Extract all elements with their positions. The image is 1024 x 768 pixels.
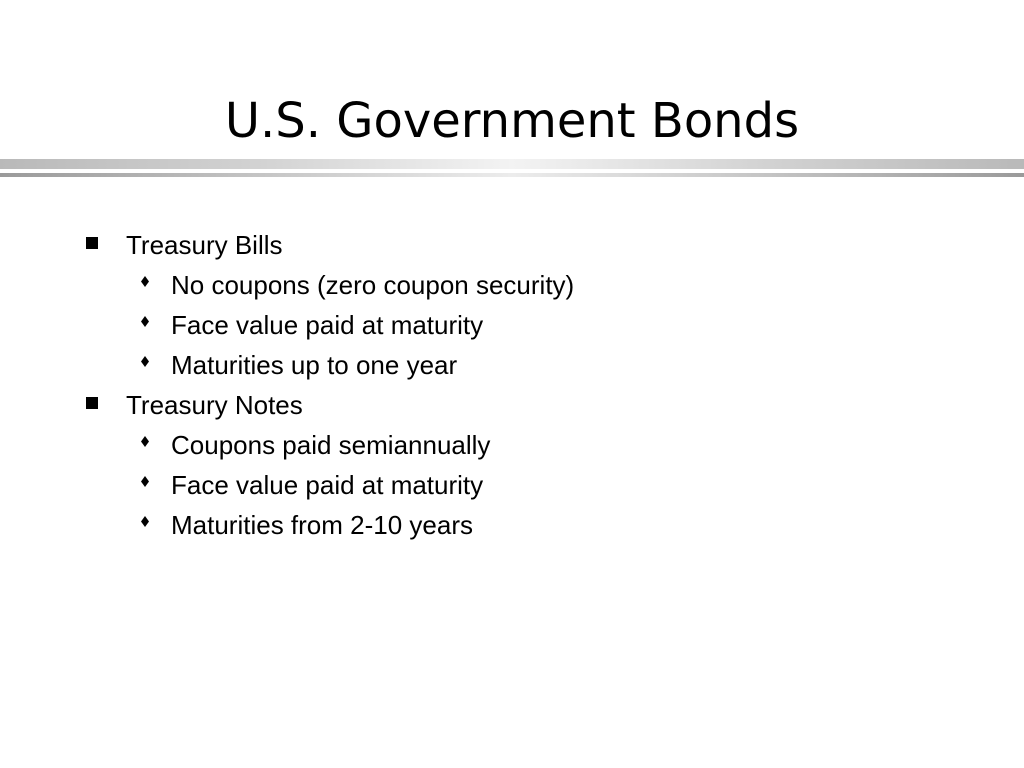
sub-bullet-item bbox=[0, 505, 1024, 545]
sub-bullet-text: Maturities up to one year bbox=[171, 350, 458, 380]
bullet-item-treasury-bills bbox=[0, 225, 1024, 265]
sub-bullet-item bbox=[0, 305, 1024, 345]
diamond-bullet-icon bbox=[141, 436, 149, 447]
diamond-bullet-icon bbox=[141, 356, 149, 367]
diamond-bullet-icon bbox=[141, 476, 149, 487]
diamond-bullet-icon bbox=[141, 316, 149, 327]
square-bullet-icon bbox=[86, 397, 98, 409]
diamond-bullet-icon bbox=[141, 276, 149, 287]
bullet-list bbox=[0, 225, 1024, 545]
bullet-item-treasury-notes bbox=[0, 385, 1024, 425]
sub-bullet-text: Face value paid at maturity bbox=[171, 310, 484, 340]
sub-bullet-text: Maturities from 2-10 years bbox=[171, 510, 473, 540]
bullet-text: Treasury Bills bbox=[126, 230, 283, 260]
diamond-bullet-icon bbox=[141, 516, 149, 527]
sub-bullet-text: No coupons (zero coupon security) bbox=[171, 270, 575, 300]
sub-bullet-text: Coupons paid semiannually bbox=[171, 430, 491, 460]
sub-bullet-item bbox=[0, 265, 1024, 305]
sub-bullet-item bbox=[0, 465, 1024, 505]
bullet-text: Treasury Notes bbox=[126, 390, 303, 420]
sub-bullet-item bbox=[0, 425, 1024, 465]
sub-bullet-item bbox=[0, 345, 1024, 385]
square-bullet-icon bbox=[86, 237, 98, 249]
sub-bullet-text: Face value paid at maturity bbox=[171, 470, 484, 500]
slide-title: U.S. Government Bonds bbox=[224, 93, 800, 149]
title-divider-thick bbox=[0, 159, 1024, 169]
title-divider-thin bbox=[0, 173, 1024, 177]
